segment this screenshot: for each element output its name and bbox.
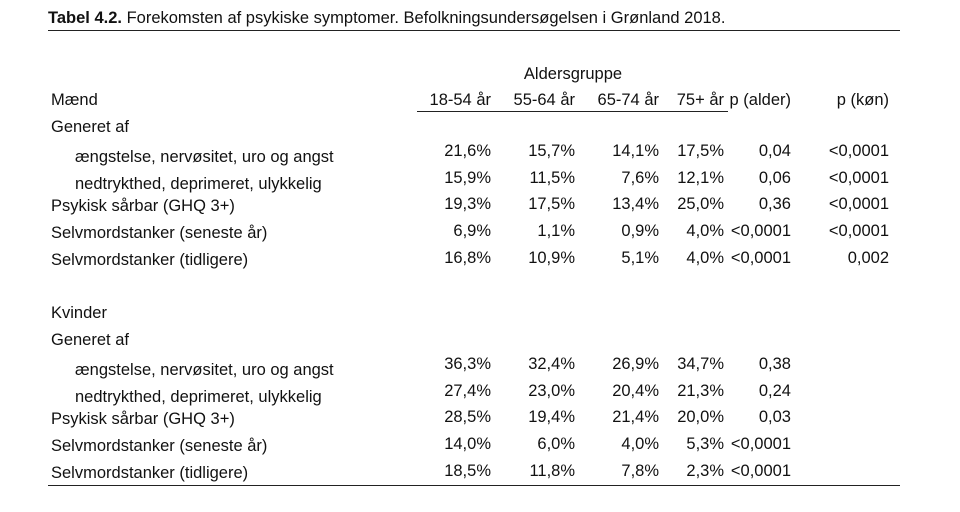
row-label: ængstelse, nervøsitet, uro og angst [75, 361, 334, 380]
table-cell: 0,38 [758, 355, 791, 374]
row-label: Psykisk sårbar (GHQ 3+) [51, 197, 235, 216]
row-label: Selvmordstanker (tidligere) [51, 250, 249, 269]
column-header: 18-54 år [429, 91, 491, 109]
table-cell: 7,6% [621, 168, 659, 187]
table-cell: 6,0% [537, 435, 575, 453]
section-label: Mænd [51, 91, 98, 109]
section-label: Kvinder [51, 304, 107, 322]
table-cell: 10,9% [528, 248, 575, 267]
age-group-header: Aldersgruppe [523, 65, 623, 83]
table-cell: 0,36 [758, 195, 791, 214]
table-cell: 14,1% [612, 142, 659, 161]
row-label: nedtrykthed, deprimeret, ulykkelig [75, 387, 322, 406]
table-cell: <0,0001 [828, 195, 889, 214]
table-caption: Forekomsten af psykiske symptomer. Befolkningsundersøgelsen i Grønland 2018. [126, 9, 726, 27]
column-header: 65-74 år [597, 91, 659, 109]
table-cell: 21,4% [612, 408, 659, 427]
table-cell: 12,1% [677, 168, 724, 187]
table-cell: 15,9% [444, 168, 491, 187]
table-cell: 17,5% [528, 195, 575, 214]
table-cell: <0,0001 [730, 248, 791, 267]
age-group-underline [417, 111, 728, 112]
table-cell: 6,9% [453, 222, 491, 240]
table-cell: <0,0001 [730, 222, 791, 240]
table-cell: 32,4% [528, 355, 575, 374]
table-cell: 21,3% [677, 381, 724, 400]
table-cell: 19,4% [528, 408, 575, 427]
table-cell: 28,5% [444, 408, 491, 427]
table-cell: 18,5% [444, 461, 491, 480]
table-cell: 16,8% [444, 248, 491, 267]
table-cell: 2,3% [686, 461, 724, 480]
table-cell: 21,6% [444, 142, 491, 161]
column-header: 55-64 år [513, 91, 575, 109]
table-number: Tabel 4.2. [48, 9, 122, 27]
table-cell: 0,002 [847, 248, 889, 267]
table-cell: 17,5% [677, 142, 724, 161]
table-cell: 7,8% [621, 461, 659, 480]
table-cell: 0,03 [758, 408, 791, 427]
row-label: Generet af [51, 330, 129, 349]
table-cell: 4,0% [686, 248, 724, 267]
column-header: 75+ år [676, 91, 724, 109]
table-cell: 0,06 [758, 168, 791, 187]
table-cell: 5,1% [621, 248, 659, 267]
row-label: ængstelse, nervøsitet, uro og angst [75, 148, 334, 167]
row-label: Selvmordstanker (seneste år) [51, 224, 268, 242]
table-cell: 20,0% [677, 408, 724, 427]
table-cell: 0,04 [758, 142, 791, 161]
table-cell: 0,9% [621, 222, 659, 240]
table-cell: 0,24 [758, 381, 791, 400]
table-cell: 11,5% [529, 168, 575, 187]
row-label: Generet af [51, 117, 129, 136]
table-cell: <0,0001 [828, 222, 889, 240]
table-cell: 11,8% [529, 461, 575, 480]
column-header: p (alder) [729, 91, 791, 109]
table-cell: 19,3% [444, 195, 491, 214]
table-cell: 14,0% [444, 435, 491, 453]
column-header: p (køn) [836, 91, 889, 109]
table-cell: 4,0% [686, 222, 724, 240]
table-cell: 1,1% [537, 222, 575, 240]
bottom-rule [48, 485, 900, 486]
table-cell: <0,0001 [730, 435, 791, 453]
top-rule [48, 30, 900, 31]
row-label: nedtrykthed, deprimeret, ulykkelig [75, 174, 322, 193]
table-cell: <0,0001 [828, 142, 889, 161]
table-cell: 36,3% [444, 355, 491, 374]
table-cell: 25,0% [677, 195, 724, 214]
table-cell: 13,4% [612, 195, 659, 214]
table-cell: 34,7% [677, 355, 724, 374]
table-cell: <0,0001 [828, 168, 889, 187]
table-cell: 23,0% [528, 381, 575, 400]
table-cell: 5,3% [686, 435, 724, 453]
table-title [48, 9, 900, 28]
row-label: Selvmordstanker (seneste år) [51, 437, 268, 455]
row-label: Psykisk sårbar (GHQ 3+) [51, 410, 235, 429]
table-cell: 4,0% [621, 435, 659, 453]
table-cell: 27,4% [444, 381, 491, 400]
table-cell: 15,7% [528, 142, 575, 161]
row-label: Selvmordstanker (tidligere) [51, 463, 249, 482]
table-cell: 20,4% [612, 381, 659, 400]
table-cell: <0,0001 [730, 461, 791, 480]
table-cell: 26,9% [612, 355, 659, 374]
